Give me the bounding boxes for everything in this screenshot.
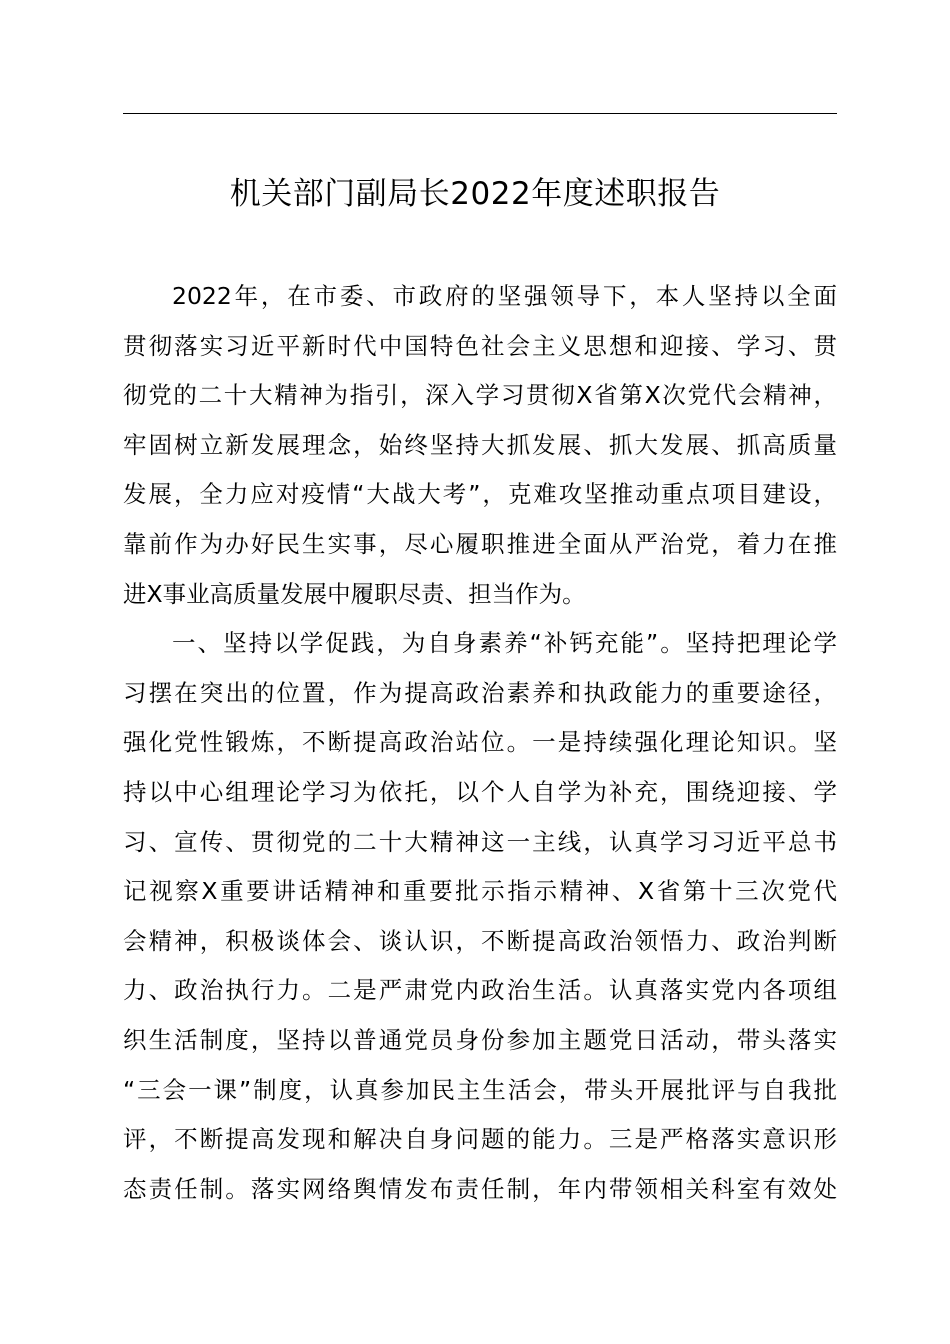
paragraph-line: 力、政治执行力。二是严肃党内政治生活。认真落实党内各项组 [123,976,837,1005]
paragraph-line: 记视察X重要讲话精神和重要批示指示精神、X省第十三次党代 [123,877,837,906]
paragraph-line: 持以中心组理论学习为依托，以个人自学为补充，围绕迎接、学 [123,777,837,806]
paragraph-line: 评，不断提高发现和解决自身问题的能力。三是严格落实意识形 [123,1125,837,1154]
paragraph-line: “三会一课”制度，认真参加民主生活会，带头开展批评与自我批 [123,1075,837,1104]
paragraph-line: 一、坚持以学促践，为自身素养“补钙充能”。坚持把理论学 [172,629,837,658]
paragraph-line: 彻党的二十大精神为指引，深入学习贯彻X省第X次党代会精神， [123,381,837,410]
paragraph-line: 织生活制度，坚持以普通党员身份参加主题党日活动，带头落实 [123,1025,837,1054]
paragraph-line: 习摆在突出的位置，作为提高政治素养和执政能力的重要途径， [123,678,837,707]
paragraph-line: 牢固树立新发展理念，始终坚持大抓发展、抓大发展、抓高质量 [123,430,837,459]
header-rule [123,113,837,114]
paragraph-line: 强化党性锻炼，不断提高政治站位。一是持续强化理论知识。坚 [123,728,837,757]
document-title: 机关部门副局长2022年度述职报告 [229,176,721,212]
paragraph-line: 会精神，积极谈体会、谈认识，不断提高政治领悟力、政治判断 [123,926,837,955]
paragraph-line: 进X事业高质量发展中履职尽责、担当作为。 [123,579,586,608]
paragraph-line: 靠前作为办好民生实事，尽心履职推进全面从严治党，着力在推 [123,529,837,558]
paragraph-line: 贯彻落实习近平新时代中国特色社会主义思想和迎接、学习、贯 [123,331,837,360]
paragraph-line: 发展，全力应对疫情“大战大考”，克难攻坚推动重点项目建设， [123,480,837,509]
paragraph-line: 习、宣传、贯彻党的二十大精神这一主线，认真学习习近平总书 [123,827,837,856]
paragraph-line: 2022年，在市委、市政府的坚强领导下，本人坚持以全面 [172,282,837,310]
document-body [123,272,837,1214]
paragraph-line: 态责任制。落实网络舆情发布责任制，年内带领相关科室有效处 [123,1174,837,1203]
